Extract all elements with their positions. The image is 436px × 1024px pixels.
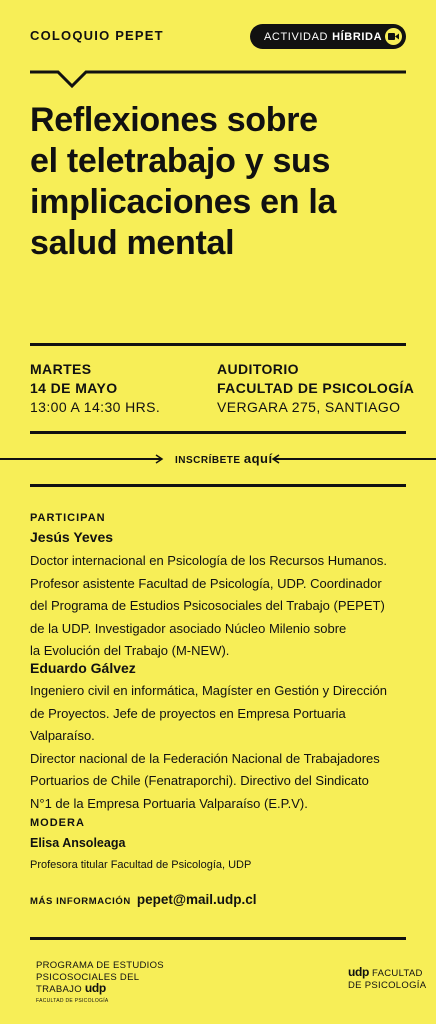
logo-line: PROGRAMA DE ESTUDIOS [36, 960, 164, 971]
pepet-logo [36, 960, 164, 1007]
series-label: COLOQUIO PEPET [30, 28, 164, 43]
bio-line: Ingeniero civil en informática, Magíster en Gestión y Dirección [30, 683, 387, 698]
event-venue: AUDITORIO [217, 361, 299, 377]
badge-strong: HÍBRIDA [332, 30, 383, 43]
info-divider-bottom [30, 431, 406, 434]
bio-line: Doctor internacional en Psicología de los Recursos Humanos. [30, 553, 387, 568]
venue-block [217, 360, 414, 417]
bio-line: N°1 de la Empresa Portuaria Valparaíso (E.P.V). [30, 795, 308, 811]
signup-link-text[interactable]: aquí [243, 451, 273, 466]
udp-brand: udp [84, 981, 106, 995]
participant-name: Jesús Yeves [30, 529, 114, 545]
left-arrow-line [0, 458, 162, 460]
footer-divider [30, 937, 406, 940]
logo-tiny-text: FACULTAD DE PSICOLOGÍA [36, 997, 109, 1004]
title-line: el teletrabajo y sus [30, 142, 331, 180]
badge-prefix: ACTIVIDAD [264, 30, 329, 43]
bio-line: Portuarios de Chile (Fenatraporchi). Directivo del Sindicato [30, 773, 369, 788]
event-address: VERGARA 275, SANTIAGO [217, 399, 401, 415]
event-faculty: FACULTAD DE PSICOLOGÍA [217, 380, 415, 396]
moderator-name: Elisa Ansoleaga [30, 836, 126, 850]
right-arrow-line [273, 458, 436, 460]
bio-line: de Proyectos. Jefe de proyectos en Empresa Portuaria Valparaíso. [30, 705, 346, 743]
hybrid-activity-badge [250, 24, 406, 49]
event-title [30, 100, 410, 264]
info-divider-top [30, 343, 406, 346]
title-line: Reflexiones sobre [30, 101, 318, 139]
faculty-line: FACULTAD [372, 968, 423, 979]
faculty-line: DE PSICOLOGÍA [348, 979, 427, 991]
bio-line: Profesor asistente Facultad de Psicología, UDP. Coordinador [30, 575, 382, 591]
title-line: implicaciones en la [30, 183, 337, 221]
bio-line: del Programa de Estudios Psicosociales del Trabajo (PEPET) [30, 598, 385, 613]
video-camera-icon [385, 28, 402, 45]
participant-bio [30, 680, 410, 815]
contact-email-link[interactable]: pepet@mail.udp.cl [136, 892, 257, 907]
signup-row[interactable] [0, 444, 436, 474]
contact-label: MÁS INFORMACIÓN [30, 896, 131, 907]
event-day: MARTES [30, 361, 92, 377]
contact-row [30, 892, 257, 907]
participant-name: Eduardo Gálvez [30, 660, 136, 676]
participants-label: PARTICIPAN [30, 512, 106, 524]
moderator-bio: Profesora titular Facultad de Psicología, UDP [30, 859, 252, 871]
participant-bio [30, 550, 410, 663]
participants-divider [30, 484, 406, 487]
date-block [30, 360, 160, 417]
logo-line: PSICOSOCIALES DEL [36, 971, 140, 983]
logo-line: TRABAJO [36, 984, 82, 995]
bio-line: Director nacional de la Federación Nacional de Trabajadores [30, 750, 380, 766]
udp-faculty-logo [348, 967, 426, 991]
signup-prefix: INSCRÍBETE [175, 455, 241, 466]
signup-link[interactable] [175, 451, 273, 466]
bio-line: la Evolución del Trabajo (M-NEW). [30, 643, 230, 658]
event-time: 13:00 A 14:30 HRS. [30, 399, 161, 415]
bio-line: de la UDP. Investigador asociado Núcleo Milenio sobre [30, 620, 347, 636]
moderator-label: MODERA [30, 817, 85, 829]
udp-brand: udp [348, 965, 370, 979]
title-line: salud mental [30, 224, 235, 262]
event-date: 14 DE MAYO [30, 380, 118, 396]
right-arrow-icon [155, 454, 164, 464]
